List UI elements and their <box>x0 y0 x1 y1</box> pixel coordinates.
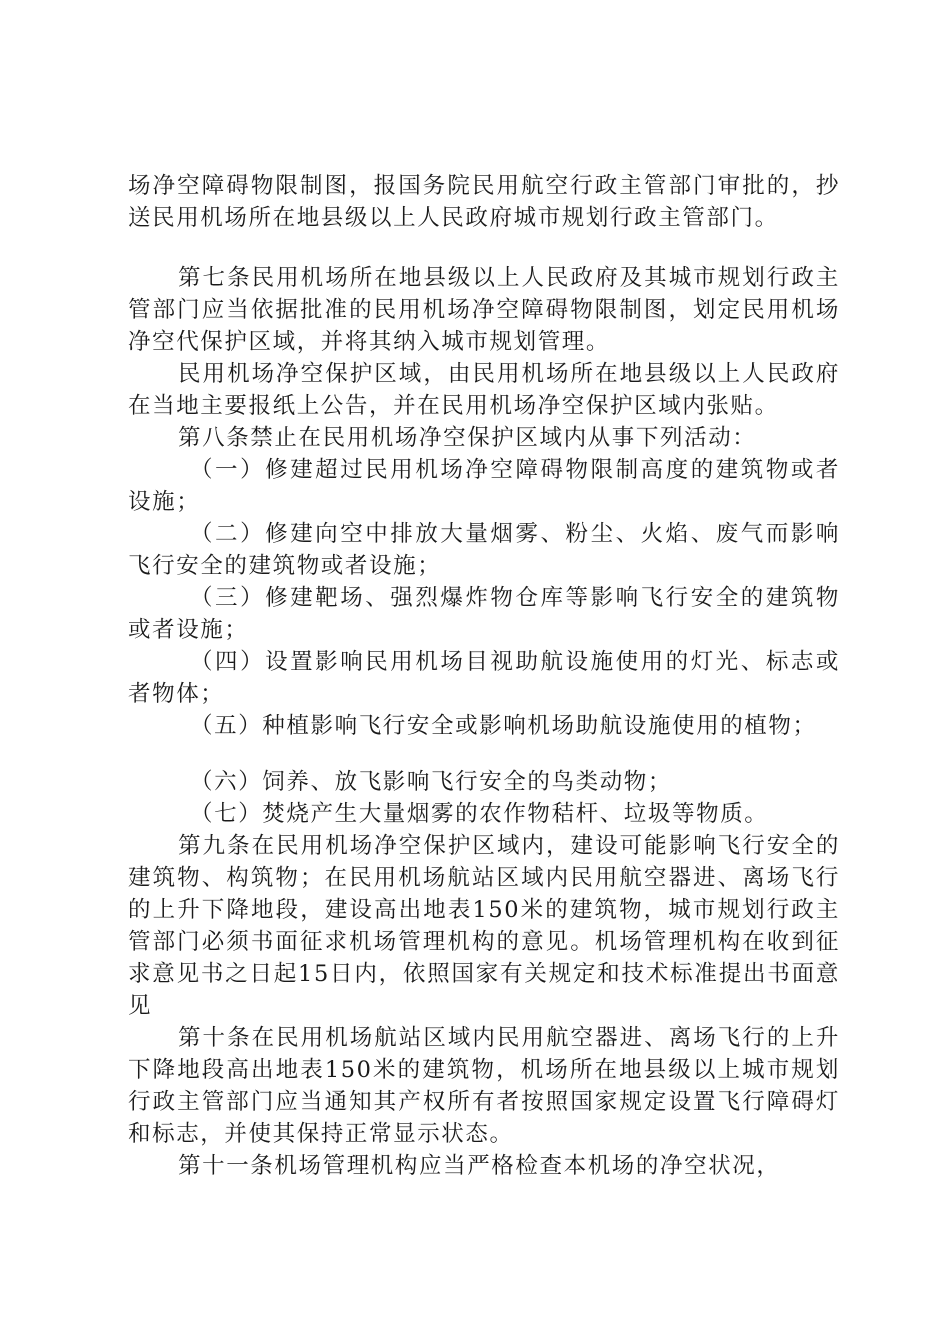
article-8-item-4: （四）设置影响民用机场目视助航设施使用的灯光、标志或者物体； <box>128 649 840 707</box>
article-8-item-3: （三）修建靶场、强烈爆炸物仓库等影响飞行安全的建筑物或者设施； <box>128 585 840 643</box>
article-9: 第九条在民用机场净空保护区域内，建设可能影响飞行安全的建筑物、构筑物；在民用机场航站区域内民用航空器进、离场飞行的上升下降地段，建设高出地表150米的建筑物，城市规划行政主管部门必须书面征求机场管理机构的意见。机场管理机构在收到征求意见书之日起15日内，依照国家有关规定和技术标准提出书面意见 <box>128 833 840 1019</box>
paragraph-continuation: 场净空障碍物限制图，报国务院民用航空行政主管部门审批的，抄送民用机场所在地县级以上人民政府城市规划行政主管部门。 <box>128 173 840 231</box>
article-7-clause-2: 民用机场净空保护区域，由民用机场所在地县级以上人民政府在当地主要报纸上公告，并在民用机场净空保护区域内张贴。 <box>128 361 840 419</box>
article-10: 第十条在民用机场航站区域内民用航空器进、离场飞行的上升下降地段高出地表150米的建筑物，机场所在地县级以上城市规划行政主管部门应当通知其产权所有者按照国家规定设置飞行障碍灯和标志，并使其保持正常显示状态。 <box>128 1025 840 1147</box>
article-8-item-1: （一）修建超过民用机场净空障碍物限制高度的建筑物或者设施； <box>128 457 840 515</box>
article-8-item-2: （二）修建向空中排放大量烟雾、粉尘、火焰、废气而影响飞行安全的建筑物或者设施； <box>128 521 840 579</box>
article-8-item-5: （五）种植影响飞行安全或影响机场助航设施使用的植物； <box>190 713 817 739</box>
article-11: 第十一条机场管理机构应当严格检查本机场的净空状况， <box>178 1153 781 1179</box>
article-7: 第七条民用机场所在地县级以上人民政府及其城市规划行政主管部门应当依据批准的民用机场净空障碍物限制图，划定民用机场净空代保护区域，并将其纳入城市规划管理。 <box>128 265 840 355</box>
article-8-item-7: （七）焚烧产生大量烟雾的农作物秸杆、垃圾等物质。 <box>190 801 769 827</box>
document-body <box>128 170 840 1182</box>
article-8: 第八条禁止在民用机场净空保护区域内从事下列活动： <box>178 425 757 451</box>
article-8-item-6: （六）饲养、放飞影响飞行安全的鸟类动物； <box>190 769 673 795</box>
